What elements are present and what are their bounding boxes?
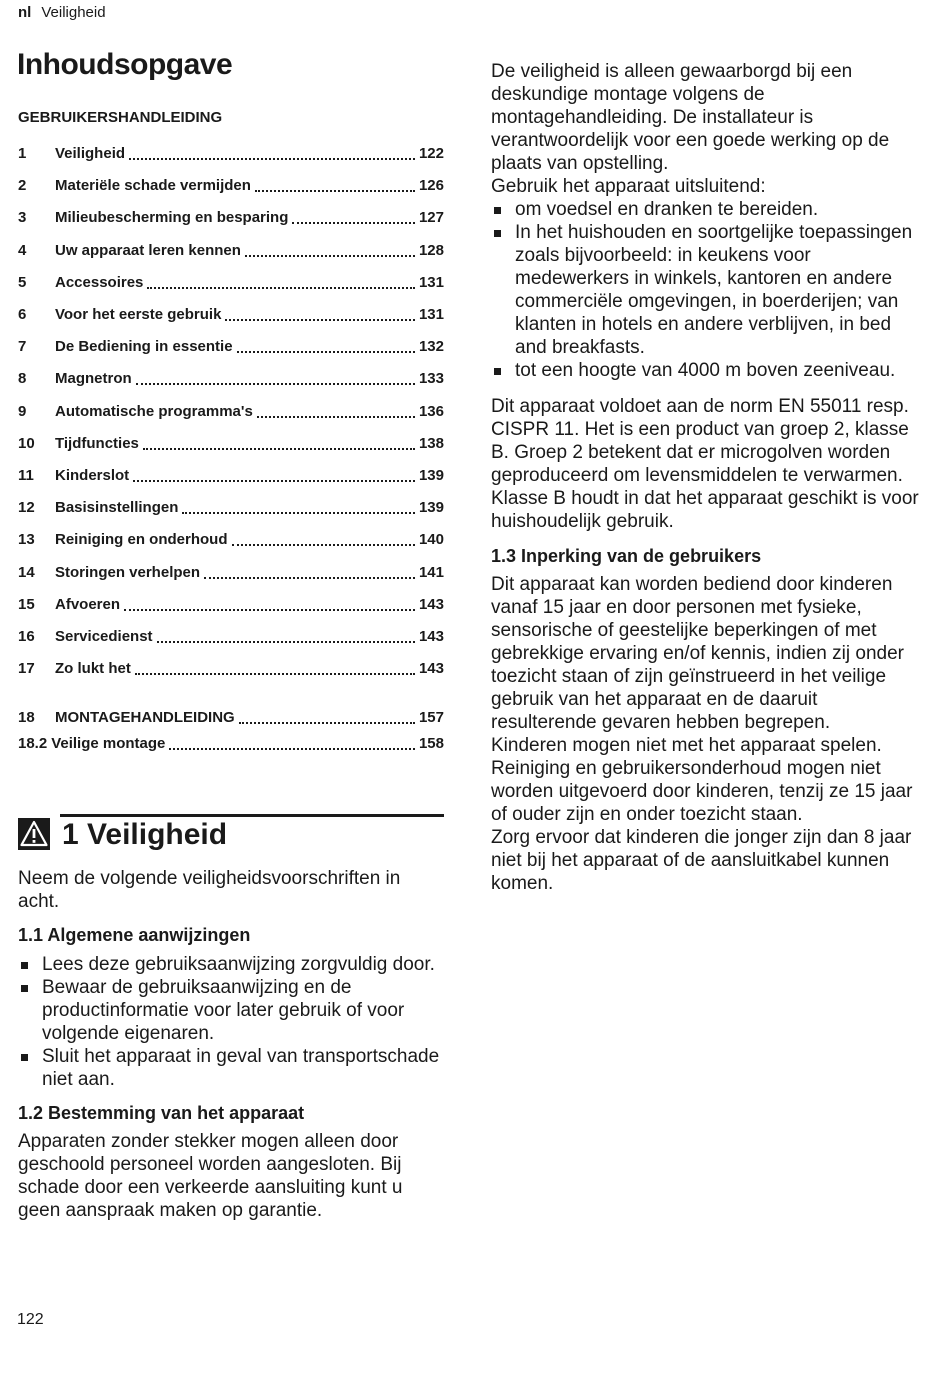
toc-entry-number: 1 xyxy=(18,145,27,162)
toc-entry[interactable] xyxy=(18,735,444,755)
paragraph: Dit apparaat kan worden bediend door kinderen vanaf 15 jaar en door personen met fysieke, sensorische of geestelijke beperkingen of met gebrekkige ervaring en/of kennis, indien zij onder toezicht staan of zijn geïnstrueerd in het veilige gebruik van het apparaat en de daaruit resulterende gevaren hebben begrepen. xyxy=(491,574,904,733)
paragraph: Dit apparaat voldoet aan de norm EN 55011 resp. CISPR 11. Het is een product van groep 2, klasse B. Groep 2 betekent dat er microgolven worden geproduceerd om levensmiddelen te verwarmen. Klasse B houdt in dat het apparaat geschikt is voor huishoudelijk gebruik. xyxy=(491,396,919,532)
toc-entry-number: 3 xyxy=(18,209,27,227)
toc-entry-page: 157 xyxy=(418,709,444,726)
toc-entry[interactable] xyxy=(18,709,444,729)
toc-entry[interactable] xyxy=(18,370,444,390)
toc-leader-dots xyxy=(143,448,415,450)
toc-entry-number: 14 xyxy=(18,563,35,581)
toc-entry-page: 131 xyxy=(418,273,444,291)
list-item: In het huishouden en soortgelijke toepassingen zoals bijvoorbeeld: in keukens voor medewerkers in winkels, kantoren en andere commerciële omgevingen, in boerderijen; van klanten in hotels en andere verblijven, in bed and breakfasts. xyxy=(491,221,919,359)
toc-leader-dots xyxy=(225,319,415,321)
toc-entry-page: 126 xyxy=(418,177,444,195)
toc-entry-label: Voor het eerste gebruik xyxy=(55,306,222,323)
toc-entry[interactable] xyxy=(18,564,444,584)
toc-entry-label: Automatische programma's xyxy=(55,402,253,420)
toc-entry-label: Kinderslot xyxy=(55,467,130,484)
toc-entry-label: Materiële schade vermijden xyxy=(55,177,251,195)
toc-entry-page: 133 xyxy=(418,370,444,388)
toc-entry-label: Uw apparaat leren kennen xyxy=(55,241,241,259)
right-column xyxy=(491,60,919,895)
toc-entry-page: 128 xyxy=(418,241,444,259)
toc-leader-dots xyxy=(292,222,415,224)
toc-subtitle: GEBRUIKERSHANDLEIDING xyxy=(18,109,223,126)
toc-entry-number: 12 xyxy=(18,499,35,517)
toc-entry[interactable] xyxy=(18,177,444,197)
toc-leader-dots xyxy=(129,158,415,160)
toc-entry-label: MONTAGEHANDLEIDING xyxy=(55,709,235,726)
toc-entry[interactable] xyxy=(18,435,444,455)
toc-entry-number: 17 xyxy=(18,660,35,678)
paragraph: Apparaten zonder stekker mogen alleen door geschoold personeel worden aangesloten. Bij schade door een verkeerde aansluiting kunt u geen aanspraak maken op garantie. xyxy=(18,1131,403,1221)
warning-icon xyxy=(18,818,50,850)
toc-leader-dots xyxy=(136,383,415,385)
toc-entry-label: De Bediening in essentie xyxy=(55,338,233,356)
toc-entry-label: Afvoeren xyxy=(55,595,121,613)
toc-leader-dots xyxy=(157,641,415,643)
toc-entry-number: 11 xyxy=(18,467,34,484)
toc-leader-dots xyxy=(124,609,415,611)
paragraph: Reiniging en gebruikersonderhoud mogen niet worden uitgevoerd door kinderen, tenzij ze 15 jaar of ouder zijn en onder toezicht staan. xyxy=(491,758,913,825)
toc-entry-label: Reiniging en onderhoud xyxy=(55,531,228,549)
header-section: Veiligheid xyxy=(41,4,106,21)
toc-entry[interactable] xyxy=(18,209,444,229)
toc-entry-page: 122 xyxy=(418,145,444,162)
toc-entry-label: Basisinstellingen xyxy=(55,499,179,517)
toc-entry[interactable] xyxy=(18,531,444,551)
page-header xyxy=(18,4,106,21)
toc-entry-page: 132 xyxy=(418,338,444,356)
paragraph: Zorg ervoor dat kinderen die jonger zijn dan 8 jaar niet bij het apparaat of de aansluitkabel kunnen komen. xyxy=(491,827,912,894)
toc-entry-label: Veilige montage xyxy=(51,735,166,752)
toc-entry-page: 158 xyxy=(418,735,444,752)
toc-entry-page: 140 xyxy=(418,531,444,549)
toc-entry-label: Accessoires xyxy=(55,273,144,291)
toc-entry[interactable] xyxy=(18,467,444,487)
toc-title: Inhoudsopgave xyxy=(17,48,233,81)
toc-entry-page: 138 xyxy=(418,434,444,452)
toc-leader-dots xyxy=(255,190,415,192)
toc-leader-dots xyxy=(182,512,415,514)
toc-entry-page: 143 xyxy=(418,660,444,678)
left-column xyxy=(18,867,444,1222)
toc-entry-number: 8 xyxy=(18,370,27,388)
toc-entry-page: 143 xyxy=(418,628,444,645)
toc-leader-dots xyxy=(169,748,415,750)
toc-entry[interactable] xyxy=(18,628,444,648)
toc-entry-label: Storingen verhelpen xyxy=(55,563,201,581)
toc-entry-number: 6 xyxy=(18,306,27,323)
toc-entry-page: 127 xyxy=(418,209,444,227)
list-item: Bewaar de gebruiksaanwijzing en de productinformatie voor later gebruik of voor volgende eigenaren. xyxy=(18,976,444,1045)
toc-leader-dots xyxy=(147,287,415,289)
toc-leader-dots xyxy=(245,255,415,257)
toc-entry-label: Veiligheid xyxy=(55,145,126,162)
bullet-list xyxy=(18,953,444,1091)
paragraph: De veiligheid is alleen gewaarborgd bij een deskundige montage volgens de montagehandleiding. De installateur is verantwoordelijk voor een goede werking op de plaats van opstelling. xyxy=(491,61,890,174)
toc-entry-number: 2 xyxy=(18,177,27,195)
list-item: om voedsel en dranken te bereiden. xyxy=(491,198,919,221)
toc-entry-label: Magnetron xyxy=(55,370,132,388)
list-item: Lees deze gebruiksaanwijzing zorgvuldig door. xyxy=(18,953,444,976)
paragraph: Gebruik het apparaat uitsluitend: xyxy=(491,176,766,197)
toc-entry[interactable] xyxy=(18,338,444,358)
subsection-title: 1.1 Algemene aanwijzingen xyxy=(18,925,251,945)
subsection-title: 1.3 Inperking van de gebruikers xyxy=(491,546,762,566)
toc-leader-dots xyxy=(135,673,415,675)
toc-entry[interactable] xyxy=(18,499,444,519)
toc-entry-page: 141 xyxy=(418,563,444,581)
paragraph: Kinderen mogen niet met het apparaat spelen. xyxy=(491,735,882,756)
toc-leader-dots xyxy=(237,351,415,353)
page-number: 122 xyxy=(17,1311,44,1328)
toc-entry[interactable] xyxy=(18,596,444,616)
toc-entry-number: 9 xyxy=(18,402,27,420)
toc-entry-number: 4 xyxy=(18,241,27,259)
toc-entry-label: Servicedienst xyxy=(55,628,153,645)
toc-entry-number: 15 xyxy=(18,595,35,613)
toc-entry-number: 10 xyxy=(18,434,35,452)
toc-entry-number: 7 xyxy=(18,338,27,356)
toc-leader-dots xyxy=(133,480,415,482)
toc-leader-dots xyxy=(239,722,415,724)
toc-entry-label: Tijdfuncties xyxy=(55,434,139,452)
section-title: 1 Veiligheid xyxy=(62,818,228,851)
toc-entry[interactable] xyxy=(18,660,444,680)
language-code: nl xyxy=(18,4,32,21)
subsection-title: 1.2 Bestemming van het apparaat xyxy=(18,1103,305,1123)
toc-entry-number: 18.2 xyxy=(18,735,48,752)
list-item: Sluit het apparaat in geval van transportschade niet aan. xyxy=(18,1045,444,1091)
toc-entry-page: 143 xyxy=(418,595,444,613)
toc-entry-page: 139 xyxy=(418,499,444,517)
toc-entry[interactable] xyxy=(18,274,444,294)
toc-entry-page: 131 xyxy=(418,306,444,323)
toc-leader-dots xyxy=(232,544,415,546)
toc-leader-dots xyxy=(204,577,415,579)
list-item: tot een hoogte van 4000 m boven zeeniveau. xyxy=(491,359,919,382)
toc-entry[interactable] xyxy=(18,145,444,165)
toc-entry-page: 136 xyxy=(418,402,444,420)
toc-entry[interactable] xyxy=(18,306,444,326)
toc-entry[interactable] xyxy=(18,403,444,423)
toc-entry[interactable] xyxy=(18,242,444,262)
toc-entry-page: 139 xyxy=(418,467,444,484)
section-intro: Neem de volgende veiligheidsvoorschriften in acht. xyxy=(18,868,401,912)
toc-entry-label: Zo lukt het xyxy=(55,660,131,678)
toc-entry-number: 18 xyxy=(18,709,35,726)
section-rule xyxy=(60,814,444,817)
toc-leader-dots xyxy=(257,416,415,418)
toc-entry-label: Milieubescherming en besparing xyxy=(55,209,289,227)
toc-entry-number: 16 xyxy=(18,628,35,645)
bullet-list xyxy=(491,198,919,382)
toc-entry-number: 5 xyxy=(18,273,27,291)
toc-entry-number: 13 xyxy=(18,531,35,549)
